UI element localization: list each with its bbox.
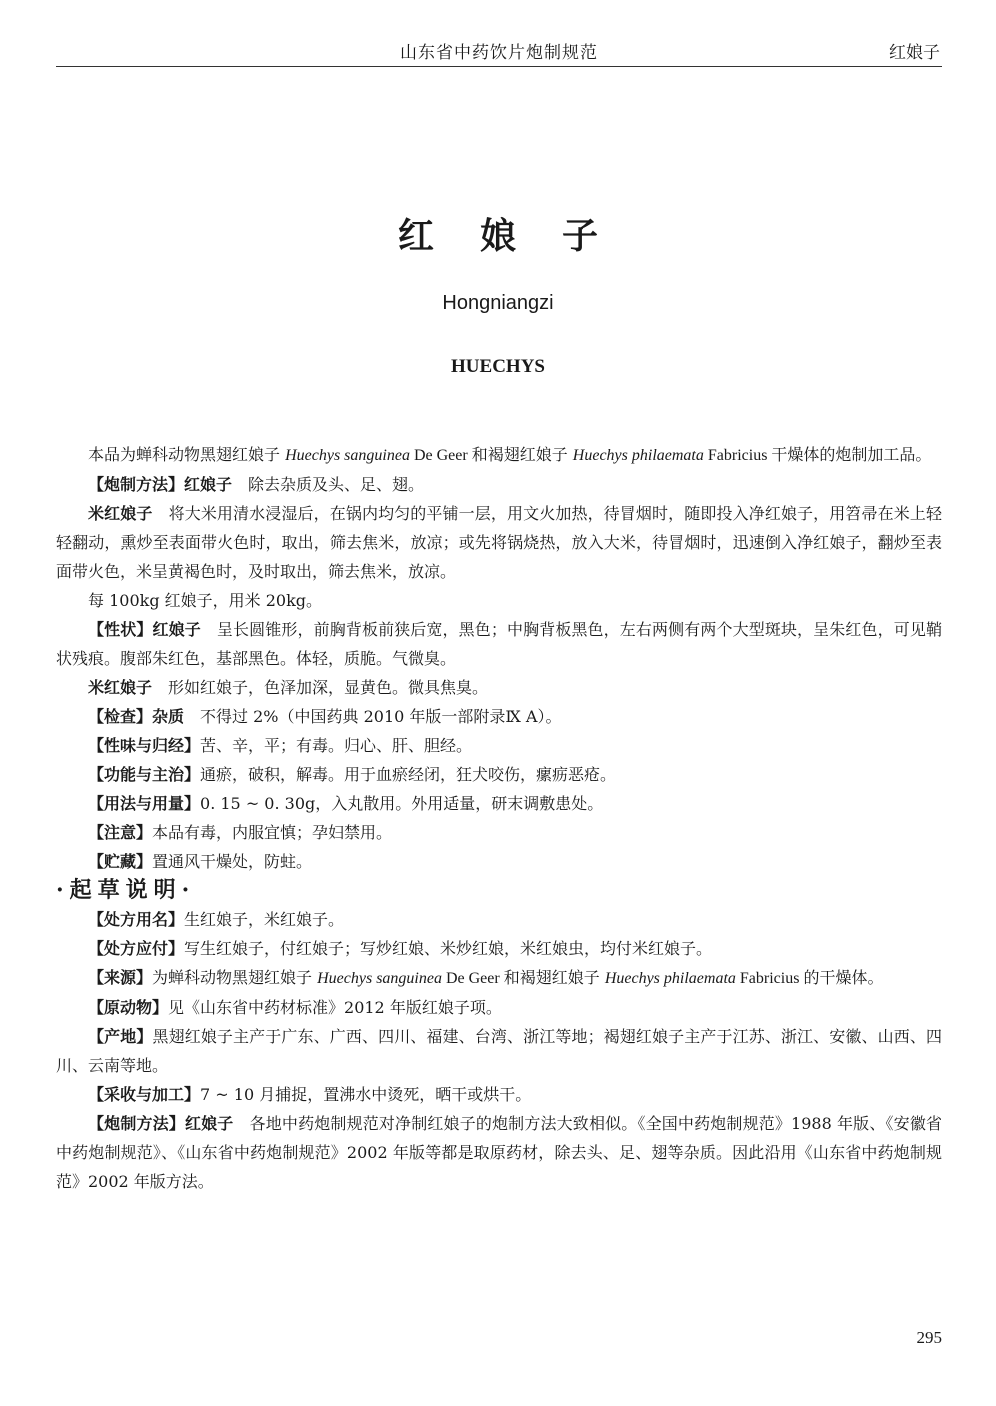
section-label: 【炮制方法】 (88, 1114, 185, 1133)
entry-pinyin: Hongniangzi (442, 292, 554, 314)
page-number: 295 (916, 1328, 942, 1347)
species-author: De Geer (409, 447, 472, 464)
section-label: 【处方应付】 (88, 939, 185, 958)
producing-area-paragraph (56, 1022, 942, 1080)
processing-rice-paragraph (56, 499, 942, 586)
section-text: 7 ~ 10 月捕捉，置沸水中烫死，晒干或烘干。 (200, 1085, 532, 1104)
section-text: 为蝉科动物黑翅红娘子 (152, 968, 318, 987)
item-text: 除去杂质及头、足、翅。 (232, 475, 425, 494)
running-header (56, 36, 942, 67)
section-label: 【采收与加工】 (88, 1085, 201, 1104)
function-paragraph (56, 760, 942, 789)
character-rice-paragraph (56, 673, 942, 702)
intro-text: 干燥体的炮制加工品。 (771, 445, 932, 464)
header-book-title: 山东省中药饮片炮制规范 (400, 43, 598, 63)
item-text: 将大米用清水浸湿后，在锅内均匀的平铺一层，用文火加热，待冒烟时，随即投入净红娘子，用笤帚在米上轻轻翻动，熏炒至表面带火色时，取出，筛去焦米，放凉；或先将锅烧热，放入大米，待冒烟时，迅速倒入净红娘子，翻炒至表面带火色，米呈黄褐色时，及时取出，筛去焦米，放凉。 (56, 504, 942, 581)
item-name: 米红娘子 (88, 678, 153, 697)
section-text: 置通风干燥处，防蛀。 (152, 852, 313, 871)
entry-latin-name: HUECHYS (451, 356, 545, 377)
prescription-dispense-paragraph (56, 934, 942, 963)
section-label: 【处方用名】 (88, 910, 185, 929)
item-text: 不得过 2%（中国药典 2010 年版一部附录Ⅸ A）。 (184, 707, 562, 726)
inspection-paragraph (56, 702, 942, 731)
source-paragraph (56, 963, 942, 993)
item-text: 呈长圆锥形，前胸背板前狭后宽，黑色；中胸背板黑色，左右两侧有两个大型斑块，呈朱红色，可见鞘状残痕。腹部朱红色，基部黑色。体轻，质脆。气微臭。 (56, 620, 942, 668)
section-text: 黑翅红娘子主产于广东、广西、四川、福建、台湾、浙江等地；褐翅红娘子主产于江苏、浙江、安徽、山西、四川、云南等地。 (56, 1027, 942, 1075)
section-label: 【用法与用量】 (88, 794, 201, 813)
intro-text: 本品为蝉科动物黑翅红娘子 (88, 445, 286, 464)
section-label: 【检查】 (88, 707, 153, 726)
entry-title: 红娘子 (397, 215, 644, 257)
item-name: 米红娘子 (88, 504, 153, 523)
origin-animal-paragraph (56, 993, 942, 1022)
section-label: 【性状】 (88, 620, 153, 639)
nature-paragraph (56, 731, 942, 760)
character-paragraph (56, 615, 942, 673)
species-name: Huechys philaemata (572, 447, 704, 464)
species-author: Fabricius (703, 447, 772, 464)
caution-paragraph (56, 818, 942, 847)
section-text: 0. 15 ~ 0. 30g，入丸散用。外用适量，研末调敷患处。 (200, 794, 604, 813)
section-text: 和褐翅红娘子 (503, 968, 605, 987)
section-text: 本品有毒，内服宜慎；孕妇禁用。 (152, 823, 393, 842)
item-name: 红娘子 (152, 620, 201, 639)
item-name: 红娘子 (184, 1114, 234, 1133)
section-label: 【原动物】 (88, 998, 169, 1017)
usage-paragraph (56, 789, 942, 818)
section-label: 【贮藏】 (88, 852, 153, 871)
species-name: Huechys philaemata (604, 970, 736, 987)
item-name: 杂质 (152, 707, 185, 726)
section-label: 【性味与归经】 (88, 736, 201, 755)
storage-paragraph (56, 847, 942, 876)
section-text: 生红娘子，米红娘子。 (184, 910, 345, 929)
species-author: De Geer (441, 970, 504, 987)
section-text: 通瘀，破积，解毒。用于血瘀经闭，狂犬咬伤，瘰疬恶疮。 (200, 765, 617, 784)
item-name: 红娘子 (184, 475, 233, 494)
section-text: 苦、辛，平；有毒。归心、肝、胆经。 (200, 736, 473, 755)
processing-ratio: 每 100kg 红娘子，用米 20kg。 (88, 591, 323, 610)
header-entry-name: 红娘子 (889, 43, 940, 63)
intro-paragraph (56, 440, 942, 470)
species-name: Huechys sanguinea (317, 970, 442, 987)
section-text: 见《山东省中药材标准》2012 年版红娘子项。 (168, 998, 502, 1017)
section-label: 【产地】 (88, 1027, 153, 1046)
section-text: 各地中药炮制规范对净制红娘子的炮制方法大致相似。《全国中药炮制规范》1988 年版、《安徽省中药炮制规范》、《山东省中药炮制规范》2002 年版等都是取原药材，除去头、足、翅等杂质。因此沿用《山东省中药炮制规范》2002 年版方法。 (56, 1114, 942, 1191)
section-label: 【炮制方法】 (88, 475, 185, 494)
entry-body (56, 440, 942, 1196)
section-label: 【功能与主治】 (88, 765, 201, 784)
drafting-notes-title: ·起草说明· (56, 877, 196, 903)
section-label: 【来源】 (88, 968, 153, 987)
intro-text: 和褐翅红娘子 (471, 445, 573, 464)
prescription-name-paragraph (56, 905, 942, 934)
processing-note-paragraph (56, 1109, 942, 1196)
item-text: 形如红娘子，色泽加深，显黄色。微具焦臭。 (152, 678, 489, 697)
species-name: Huechys sanguinea (285, 447, 410, 464)
harvest-paragraph (56, 1080, 942, 1109)
section-label: 【注意】 (88, 823, 153, 842)
processing-paragraph (56, 470, 942, 499)
species-author: Fabricius (735, 970, 804, 987)
section-text: 的干燥体。 (803, 968, 884, 987)
section-text: 写生红娘子，付红娘子；写炒红娘、米炒红娘，米红娘虫，均付米红娘子。 (184, 939, 713, 958)
